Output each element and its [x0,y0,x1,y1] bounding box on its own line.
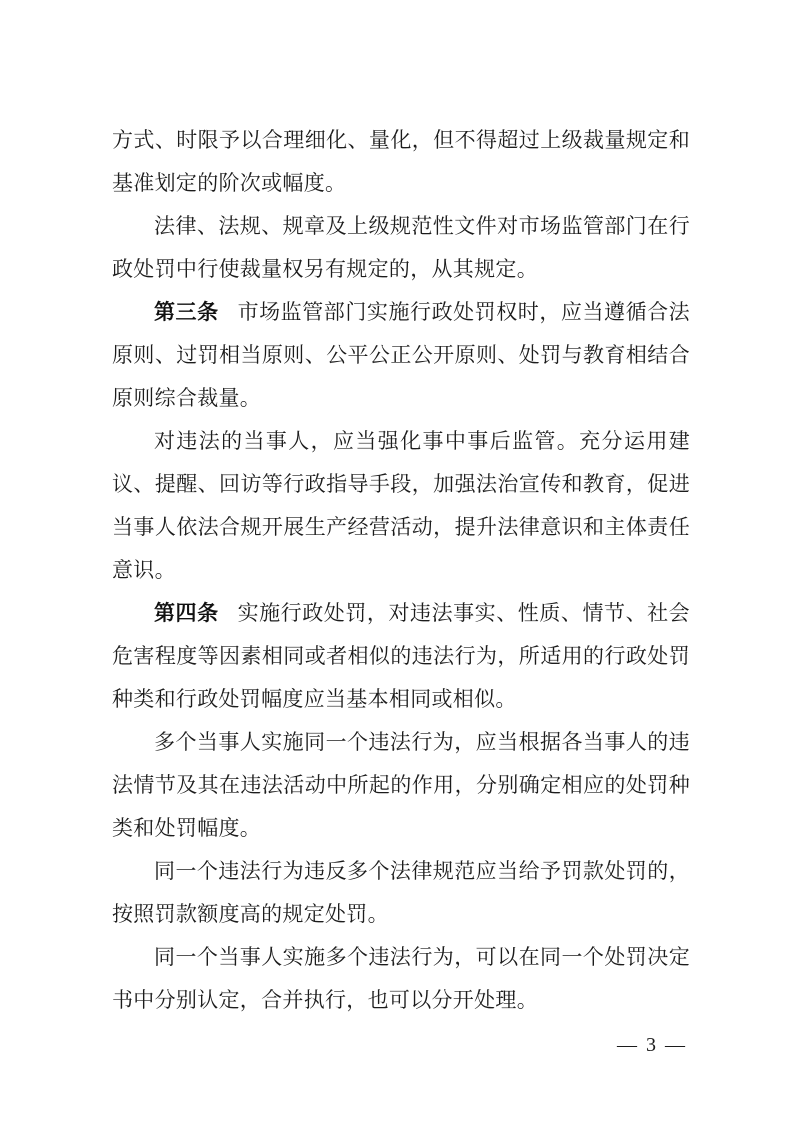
paragraph-text: 多个当事人实施同一个违法行为，应当根据各当事人的违法情节及其在违法活动中所起的作用，分别确定相应的处罚种类和处罚幅度。 [112,730,690,840]
paragraph-article-3 [112,291,690,420]
paragraph [112,936,690,1022]
paragraph [112,205,690,291]
paragraph [112,850,690,936]
paragraph-text: 对违法的当事人，应当强化事中事后监管。充分运用建议、提醒、回访等行政指导手段，加强法治宣传和教育，促进当事人依法合规开展生产经营活动，提升法律意识和主体责任意识。 [112,429,690,582]
paragraph-text: 市场监管部门实施行政处罚权时，应当遵循合法原则、过罚相当原则、公平公正公开原则、处罚与教育相结合原则综合裁量。 [112,300,690,410]
paragraph-text: 实施行政处罚，对违法事实、性质、情节、社会危害程度等因素相同或者相似的违法行为，所适用的行政处罚种类和行政处罚幅度应当基本相同或相似。 [112,601,690,711]
paragraph-text: 同一个当事人实施多个违法行为，可以在同一个处罚决定书中分别认定，合并执行，也可以分开处理。 [112,945,690,1012]
paragraph [112,420,690,592]
paragraph-continuation [112,119,690,205]
page-number: — 3 — [617,1034,687,1056]
paragraph-text: 方式、时限予以合理细化、量化，但不得超过上级裁量规定和基准划定的阶次或幅度。 [112,128,690,195]
article-4-heading: 第四条 [154,602,219,625]
document-body [112,119,690,1022]
paragraph-article-4 [112,592,690,721]
paragraph-text: 同一个违法行为违反多个法律规范应当给予罚款处罚的，按照罚款额度高的规定处罚。 [112,859,690,926]
article-3-heading: 第三条 [154,301,219,324]
paragraph [112,721,690,850]
paragraph-text: 法律、法规、规章及上级规范性文件对市场监管部门在行政处罚中行使裁量权另有规定的，从其规定。 [112,214,690,281]
